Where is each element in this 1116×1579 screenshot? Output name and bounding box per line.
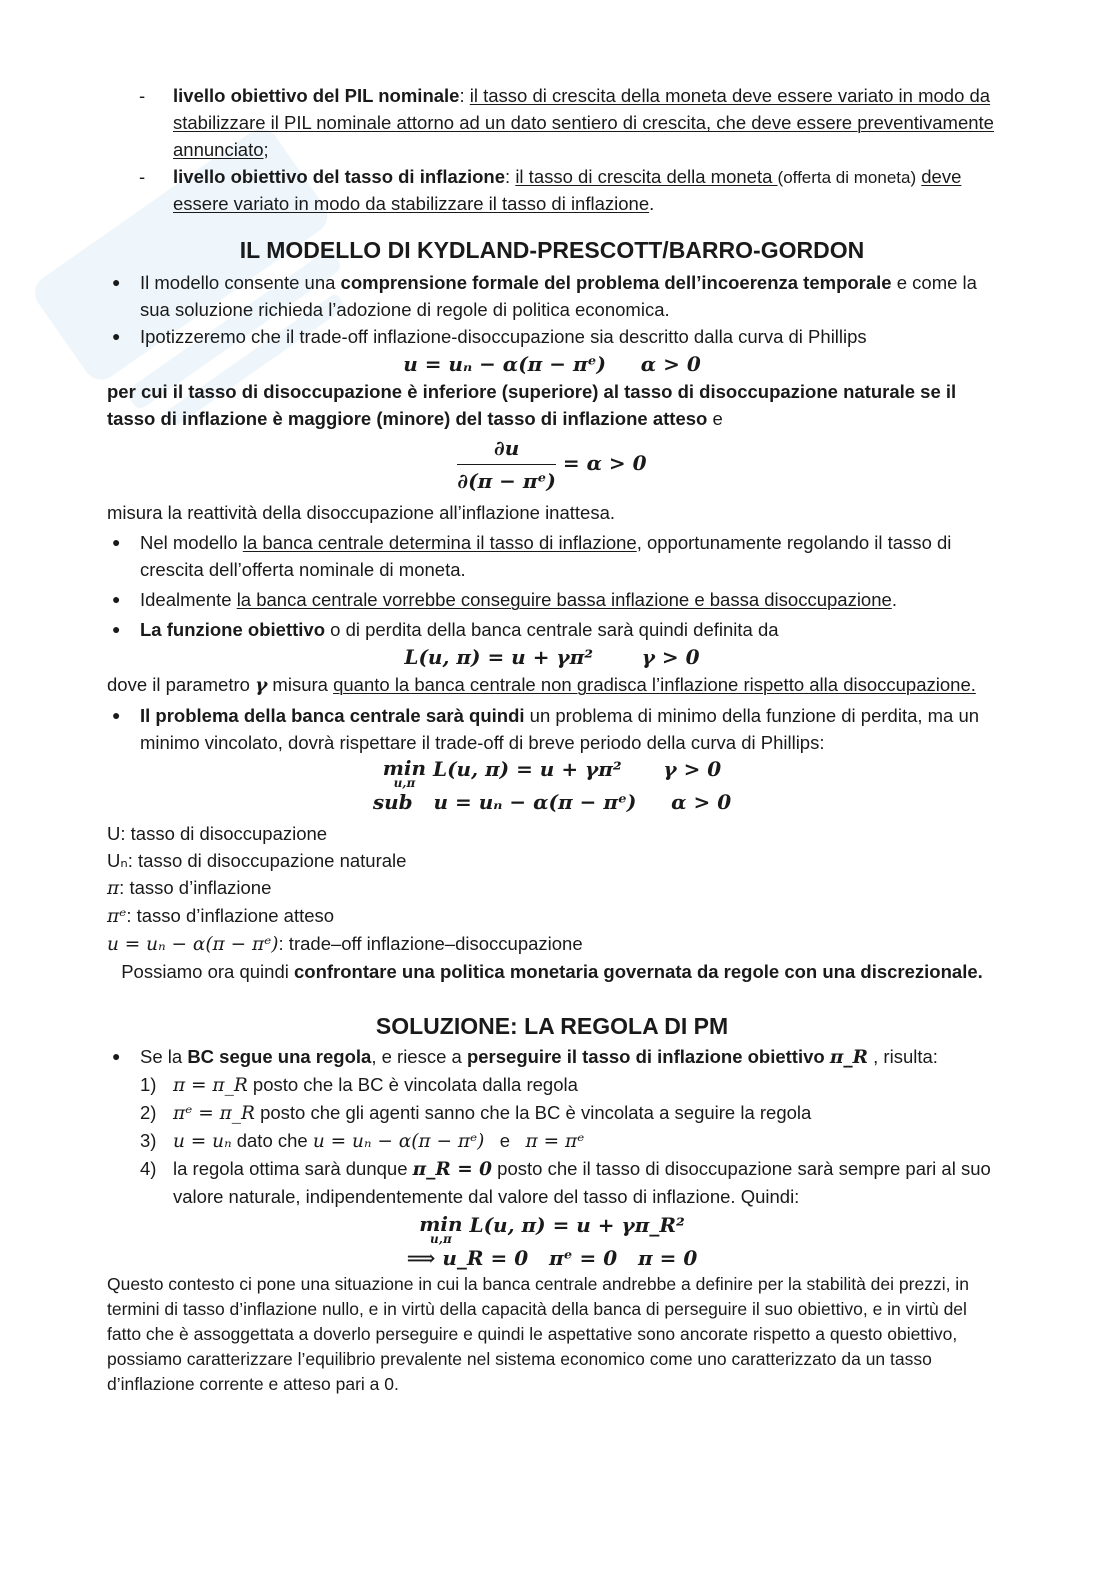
list-item: ● Il problema della banca centrale sarà quindi un problema di minimo della funzione di perdita, ma un minimo vincolato, dovrà rispettare il trade-off di breve periodo della curva di Phillips: [112,705,980,753]
list-item: ● La funzione obiettivo o di perdita della banca centrale sarà quindi definita da [112,619,779,640]
list-item: - livello obiettivo del tasso di inflazione: il tasso di crescita della moneta (offerta di moneta) deve essere variato in modo da stabilizzare il tasso di inflazione. [139,166,962,214]
list-item: ● Il modello consente una comprensione formale del problema dell’incoerenza temporale e come la sua soluzione richieda l’adozione di regole di politica economica. [112,272,977,320]
equation-loss: L(u, π) = u + γπ² γ > 0 [404,645,700,669]
conclusion-text: Possiamo ora quindi confrontare una politica monetaria governata da regole con una discrezionale. [121,961,983,982]
equation-min-rule: min u,π L(u, π) = u + γπ_R² [419,1212,685,1246]
numbered-item: 1) π = π_R posto che la BC è vincolata dalla regola [140,1074,578,1096]
list-item: ● Nel modello la banca centrale determina il tasso di inflazione, opportunamente regolando il tasso di crescita dell’offerta nominale di moneta. [112,532,952,580]
final-paragraph: Questo contesto ci pone una situazione in cui la banca centrale andrebbe a definire per la stabilità dei prezzi, in termini di tasso d’inflazione nullo, e in virtù della capacità della banca di perseguire il suo obiettivo, e in virtù del fatto che è assoggettata a doverlo perseguire e quindi le aspettative sono ancorate rispetto a questo obiettivo, possiamo caratterizzare l’equilibrio prevalente nel sistema economico come uno caratterizzato da un tasso d’inflazione corrente e atteso pari a 0. [107,1274,969,1394]
section-title: IL MODELLO DI KYDLAND-PRESCOTT/BARRO-GORDON [239,237,865,263]
paragraph: dove il parametro γ misura quanto la banca centrale non gradisca l’inflazione rispetto alla disoccupazione. [107,674,976,696]
equation-derivative: $\frac{\partial u}{\text{∂(π − πᵉ)}}$ = α > 0 [457,436,647,493]
paragraph: misura la reattività della disoccupazione all’inflazione inattesa. [107,502,616,523]
list-item: ● Se la BC segue una regola, e riesce a perseguire il tasso di inflazione obiettivo π_R , risulta: [112,1046,938,1068]
equation-constraint: sub u = uₙ − α(π − πᵉ) α > 0 [372,790,732,814]
list-item: - livello obiettivo del PIL nominale: il tasso di crescita della moneta deve essere variato in modo da stabilizzare il PIL nominale attorno ad un dato sentiero di crescita, che deve essere preventivamente annunciato; [139,85,994,160]
numbered-item: 3) u = uₙ dato che u = uₙ − α(π − πᵉ) e π = πᵉ [140,1130,585,1152]
legend-item: π: tasso d’inflazione [107,877,272,899]
equation-phillips: u = uₙ − α(π − πᵉ) α > 0 [403,352,701,376]
paragraph: per cui il tasso di disoccupazione è inferiore (superiore) al tasso di disoccupazione naturale se il tasso di inflazione è maggiore (minore) del tasso di inflazione atteso e [107,381,957,429]
legend-list [107,820,997,958]
legend-item: u = uₙ − α(π − πᵉ): trade–off inflazione–disoccupazione [107,933,583,955]
numbered-item: 4) la regola ottima sarà dunque π_R = 0 posto che il tasso di disoccupazione sarà sempre pari al suo valore naturale, indipendentemente dal valore del tasso di inflazione. Quindi: [140,1158,991,1207]
equation-result: ⟹ u_R = 0 πᵉ = 0 π = 0 [406,1246,698,1270]
list-item: ● Ipotizzeremo che il trade-off inflazione-disoccupazione sia descritto dalla curva di Phillips [112,326,867,347]
legend-item: πᵉ: tasso d’inflazione atteso [107,905,335,927]
list-item: ● Idealmente la banca centrale vorrebbe conseguire bassa inflazione e bassa disoccupazione. [112,589,897,610]
section-title: SOLUZIONE: LA REGOLA DI PM [375,1013,729,1039]
document-page [107,82,997,1397]
equation-min-problem: min u,π L(u, π) = u + γπ² γ > 0 [382,756,722,790]
legend-item: Uₙ: tasso di disoccupazione naturale [107,850,407,871]
legend-item: U: tasso di disoccupazione [107,823,328,844]
numbered-item: 2) πᵉ = π_R posto che gli agenti sanno che la BC è vincolata a seguire la regola [140,1102,812,1124]
